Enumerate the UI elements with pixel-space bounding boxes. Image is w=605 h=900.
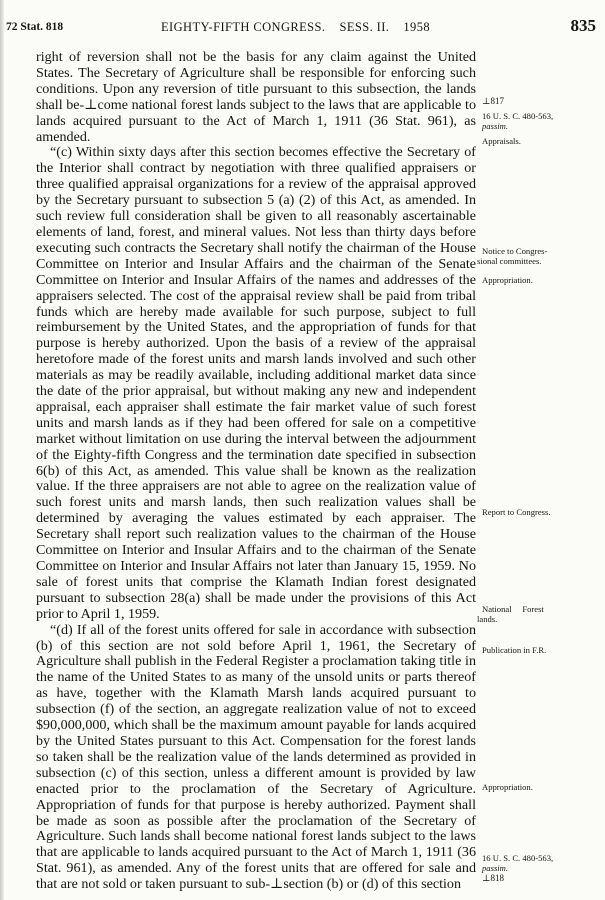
page-header	[6, 16, 596, 38]
margin-page-mark-817: ⊥817	[482, 96, 504, 106]
margin-national-forest-lands: National Forest lands.	[477, 604, 544, 624]
margin-publication-fr: Publication in F.R.	[482, 645, 547, 655]
paragraph-continuation: right of reversion shall not be the basis for any claim against the United States. The Secretary of Agriculture shall be responsible for enforcing such conditions. Upon any reversion of title pursuant to this subsection, the lands shall be-⊥come national forest lands subject to the laws that are applicable to lands acquired pursuant to the Act of March 1, 1911 (36 Stat. 961), as amended.	[36, 49, 476, 145]
margin-appropriation-2: Appropriation.	[482, 782, 533, 792]
margin-usc-reference-1: 16 U. S. C. 480-563, passim.	[482, 111, 554, 131]
margin-notice-committees: Notice to Congres- sional committees.	[477, 246, 548, 266]
congress-title: EIGHTY-FIFTH CONGRESS.	[161, 20, 326, 34]
page-edge-shadow	[0, 0, 4, 900]
session-label: SESS. II.	[339, 20, 390, 34]
page-number: 835	[570, 16, 596, 35]
stat-reference: 72 Stat. 818	[6, 21, 64, 33]
margin-report-to-congress: Report to Congress.	[482, 507, 551, 517]
margin-appraisals: Appraisals.	[482, 136, 521, 146]
year-label: 1958	[403, 20, 430, 34]
paragraph-subsection-d: “(d) If all of the forest units offered for sale in accordance with subsection (b) of this section are not sold before April 1, 1961, the Secretary of Agriculture shall publish in the Federal Register a proclamation taking title in the name of the United States to as many of the unsold units or parts thereof as have, together with the Klamath Marsh lands acquired pursuant to subsection (f) of the section, an aggregate realization value of not to exceed $90,000,000, which shall be the maximum amount payable for lands acquired by the United States pursuant to this Act. Compensation for the forest lands so taken shall be the realization value of the lands determined as provided in subsection (c) of this section, unless a different amount is provided by law enacted prior to the proclamation of the Secretary of Agriculture. Appropriation of funds for that purpose is hereby authorized. Payment shall be made as soon as possible after the proclamation of the Secretary of Agriculture. Such lands shall become national forest lands subject to the laws that are applicable to lands acquired pursuant to the Act of March 1, 1911 (36 Stat. 961), as amended. Any of the forest units that are offered for sale and that are not sold or taken pursuant to sub-⊥section (b) or (d) of this section	[36, 621, 476, 893]
running-title	[161, 20, 430, 35]
paragraph-subsection-c: “(c) Within sixty days after this section becomes effective the Secretary of the Interior shall contract by negotiation with three qualified appraisers or three qualified appraisal organizations for a review of the appraisal approved by the Secretary pursuant to subsection 5 (a) (2) of this Act, as amended. In such review full consideration shall be given to all reasonably ascertainable elements of land, forest, and mineral values. Not less than thirty days before executing such contracts the Secretary shall notify the chairman of the House Committee on Interior and Insular Affairs and the chairman of the Senate Committee on Interior and Insular Affairs of the names and addresses of the appraisers selected. The cost of the appraisal review shall be paid from tribal funds which are hereby made available for such purpose, subject to full reimbursement by the United States, and the appropriation of funds for that purpose is hereby authorized. Upon the basis of a review of the appraisal heretofore made of the forest units and marsh lands involved and such other materials as may be readily available, including additional market data since the date of the prior appraisal, but without making any new and independent appraisal, each appraiser shall estimate the fair market value of such forest units and marsh lands as if they had been offered for sale on a competitive market without limitation on use during the interval between the adjournment of the Eighty-fifth Congress and the termination date specified in subsection 6(b) of this Act, as amended. This value shall be known as the realization value. If the three appraisers are not able to agree on the realization value of such forest units and marsh lands, then such realization values shall be determined by averaging the values estimated by each appraiser. The Secretary shall report such realization values to the chairman of the House Committee on Interior and Insular Affairs and to the chairman of the Senate Committee on Interior and Insular Affairs not later than January 15, 1959. No sale of forest units that comprise the Klamath Indian forest designated pursuant to subsection 28(a) shall be made under the provisions of this Act prior to April 1, 1959.	[36, 144, 476, 622]
statute-text	[36, 50, 476, 893]
margin-usc-reference-2: 16 U. S. C. 480-563, passim. ⊥818	[482, 853, 554, 883]
margin-appropriation-1: Appropriation.	[482, 275, 533, 285]
